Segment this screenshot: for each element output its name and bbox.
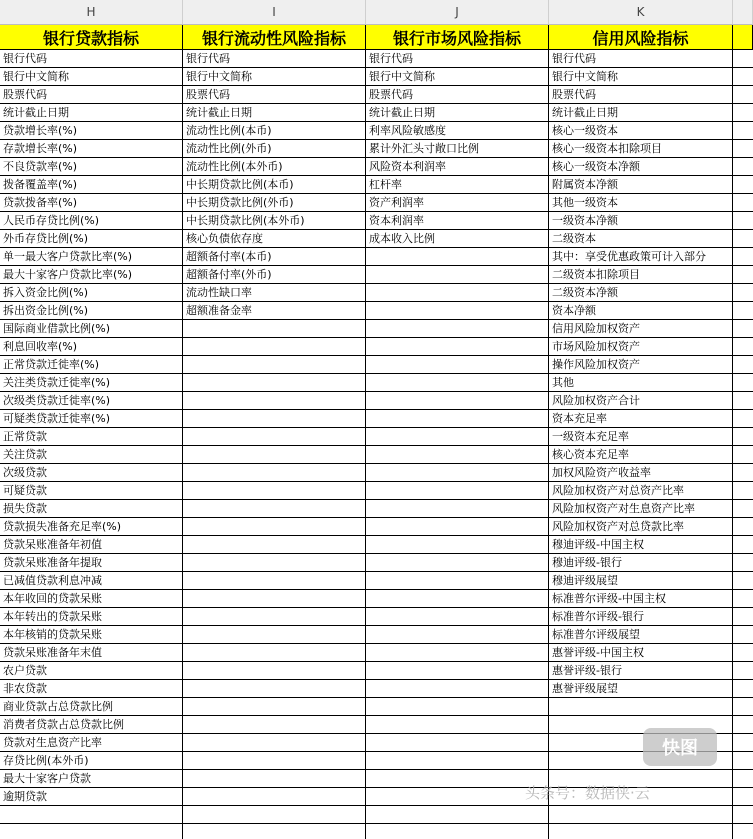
cell-h-27[interactable]: 贷款损失准备充足率(%) [0,518,183,536]
cell-h-6[interactable]: 存款增长率(%) [0,140,183,158]
cell-k-37[interactable] [549,698,733,716]
cell-j-10[interactable]: 资本利润率 [366,212,549,230]
cell-i-43[interactable] [183,806,366,824]
cell-i-5[interactable]: 流动性比例(本币) [183,122,366,140]
cell-k-3[interactable]: 股票代码 [549,86,733,104]
cell-l-35[interactable] [733,662,753,680]
cell-l-28[interactable] [733,536,753,554]
cell-l-17[interactable] [733,338,753,356]
cell-h-7[interactable]: 不良贷款率(%) [0,158,183,176]
cell-i-7[interactable]: 流动性比例(本外币) [183,158,366,176]
cell-l-9[interactable] [733,194,753,212]
cell-l-16[interactable] [733,320,753,338]
cell-k-21[interactable]: 资本充足率 [549,410,733,428]
cell-i-12[interactable]: 超额备付率(本币) [183,248,366,266]
cell-k-25[interactable]: 风险加权资产对总资产比率 [549,482,733,500]
cell-j-27[interactable] [366,518,549,536]
cell-h-19[interactable]: 关注类贷款迁徙率(%) [0,374,183,392]
watermark-logo: 快图 [643,728,717,766]
cell-k-35[interactable]: 惠誉评级-银行 [549,662,733,680]
cell-h-2[interactable]: 银行中文简称 [0,68,183,86]
cell-j-4[interactable]: 统计截止日期 [366,104,549,122]
cell-j-26[interactable] [366,500,549,518]
cell-j-25[interactable] [366,482,549,500]
cell-i-34[interactable] [183,644,366,662]
cell-h-31[interactable]: 本年收回的贷款呆账 [0,590,183,608]
category-header-h[interactable]: 银行贷款指标 [0,25,183,50]
cell-i-9[interactable]: 中长期贷款比例(外币) [183,194,366,212]
cell-j-30[interactable] [366,572,549,590]
cell-j-39[interactable] [366,734,549,752]
cell-l-23[interactable] [733,446,753,464]
cell-j-8[interactable]: 杠杆率 [366,176,549,194]
cell-h-26[interactable]: 损失贷款 [0,500,183,518]
cell-j-24[interactable] [366,464,549,482]
cell-j-40[interactable] [366,752,549,770]
cell-h-41[interactable]: 最大十家客户贷款 [0,770,183,788]
cell-l-44[interactable] [733,824,753,839]
cell-i-8[interactable]: 中长期贷款比例(本币) [183,176,366,194]
cell-h-40[interactable]: 存贷比例(本外币) [0,752,183,770]
cell-k-27[interactable]: 风险加权资产对总贷款比率 [549,518,733,536]
cell-j-15[interactable] [366,302,549,320]
cell-h-32[interactable]: 本年转出的贷款呆账 [0,608,183,626]
cell-j-3[interactable]: 股票代码 [366,86,549,104]
cell-j-12[interactable] [366,248,549,266]
cell-k-13[interactable]: 二级资本扣除项目 [549,266,733,284]
cell-l-40[interactable] [733,752,753,770]
cell-k-18[interactable]: 操作风险加权资产 [549,356,733,374]
cell-l-26[interactable] [733,500,753,518]
cell-j-2[interactable]: 银行中文简称 [366,68,549,86]
cell-l-6[interactable] [733,140,753,158]
cell-i-14[interactable]: 流动性缺口率 [183,284,366,302]
cell-l-5[interactable] [733,122,753,140]
cell-i-40[interactable] [183,752,366,770]
cell-i-2[interactable]: 银行中文简称 [183,68,366,86]
cell-k-19[interactable]: 其他 [549,374,733,392]
cell-h-16[interactable]: 国际商业借款比例(%) [0,320,183,338]
cell-l-7[interactable] [733,158,753,176]
cell-k-6[interactable]: 核心一级资本扣除项目 [549,140,733,158]
category-header-k[interactable]: 信用风险指标 [549,25,733,50]
cell-j-43[interactable] [366,806,549,824]
cell-j-16[interactable] [366,320,549,338]
cell-l-39[interactable] [733,734,753,752]
cell-j-41[interactable] [366,770,549,788]
cell-j-13[interactable] [366,266,549,284]
cell-h-12[interactable]: 单一最大客户贷款比率(%) [0,248,183,266]
cell-h-9[interactable]: 贷款拨备率(%) [0,194,183,212]
cell-l-3[interactable] [733,86,753,104]
cell-i-31[interactable] [183,590,366,608]
cell-l-10[interactable] [733,212,753,230]
cell-j-1[interactable]: 银行代码 [366,50,549,68]
cell-h-29[interactable]: 贷款呆账准备年提取 [0,554,183,572]
cell-k-30[interactable]: 穆迪评级展望 [549,572,733,590]
cell-l-32[interactable] [733,608,753,626]
column-header-l[interactable] [733,0,753,25]
cell-j-34[interactable] [366,644,549,662]
cell-l-8[interactable] [733,176,753,194]
cell-l-14[interactable] [733,284,753,302]
cell-i-27[interactable] [183,518,366,536]
cell-j-17[interactable] [366,338,549,356]
cell-k-26[interactable]: 风险加权资产对生息资产比率 [549,500,733,518]
cell-h-24[interactable]: 次级贷款 [0,464,183,482]
cell-j-42[interactable] [366,788,549,806]
cell-k-38[interactable] [549,716,733,734]
cell-k-15[interactable]: 资本净额 [549,302,733,320]
cell-j-14[interactable] [366,284,549,302]
category-header-i[interactable]: 银行流动性风险指标 [183,25,366,50]
cell-j-7[interactable]: 风险资本利润率 [366,158,549,176]
column-header-j[interactable]: J [366,0,549,25]
cell-i-1[interactable]: 银行代码 [183,50,366,68]
cell-i-36[interactable] [183,680,366,698]
cell-h-25[interactable]: 可疑贷款 [0,482,183,500]
cell-i-33[interactable] [183,626,366,644]
cell-i-29[interactable] [183,554,366,572]
cell-i-16[interactable] [183,320,366,338]
cell-h-44[interactable] [0,824,183,839]
cell-j-9[interactable]: 资产利润率 [366,194,549,212]
cell-h-4[interactable]: 统计截止日期 [0,104,183,122]
cell-j-31[interactable] [366,590,549,608]
cell-i-32[interactable] [183,608,366,626]
cell-k-9[interactable]: 其他一级资本 [549,194,733,212]
cell-j-33[interactable] [366,626,549,644]
cell-i-39[interactable] [183,734,366,752]
cell-h-13[interactable]: 最大十家客户贷款比率(%) [0,266,183,284]
cell-j-11[interactable]: 成本收入比例 [366,230,549,248]
cell-l-30[interactable] [733,572,753,590]
cell-h-20[interactable]: 次级类贷款迁徙率(%) [0,392,183,410]
cell-i-37[interactable] [183,698,366,716]
cell-l-34[interactable] [733,644,753,662]
cell-k-29[interactable]: 穆迪评级-银行 [549,554,733,572]
cell-h-3[interactable]: 股票代码 [0,86,183,104]
cell-l-42[interactable] [733,788,753,806]
cell-i-25[interactable] [183,482,366,500]
cell-h-11[interactable]: 外币存贷比例(%) [0,230,183,248]
cell-k-32[interactable]: 标准普尔评级-银行 [549,608,733,626]
cell-i-38[interactable] [183,716,366,734]
cell-i-4[interactable]: 统计截止日期 [183,104,366,122]
cell-h-35[interactable]: 农户贷款 [0,662,183,680]
cell-i-20[interactable] [183,392,366,410]
cell-k-41[interactable] [549,770,733,788]
cell-j-18[interactable] [366,356,549,374]
cell-i-13[interactable]: 超额备付率(外币) [183,266,366,284]
cell-l-21[interactable] [733,410,753,428]
cell-k-16[interactable]: 信用风险加权资产 [549,320,733,338]
cell-l-19[interactable] [733,374,753,392]
cell-j-21[interactable] [366,410,549,428]
cell-h-38[interactable]: 消费者贷款占总贷款比例 [0,716,183,734]
cell-l-18[interactable] [733,356,753,374]
cell-k-44[interactable] [549,824,733,839]
cell-i-3[interactable]: 股票代码 [183,86,366,104]
cell-k-20[interactable]: 风险加权资产合计 [549,392,733,410]
cell-h-30[interactable]: 已减值贷款利息冲减 [0,572,183,590]
cell-i-21[interactable] [183,410,366,428]
cell-l-24[interactable] [733,464,753,482]
cell-h-15[interactable]: 拆出资金比例(%) [0,302,183,320]
cell-h-33[interactable]: 本年核销的贷款呆账 [0,626,183,644]
cell-k-8[interactable]: 附属资本净额 [549,176,733,194]
cell-i-26[interactable] [183,500,366,518]
cell-i-11[interactable]: 核心负债依存度 [183,230,366,248]
cell-i-6[interactable]: 流动性比例(外币) [183,140,366,158]
cell-l-2[interactable] [733,68,753,86]
cell-k-12[interactable]: 其中：享受优惠政策可计入部分 [549,248,733,266]
cell-h-21[interactable]: 可疑类贷款迁徙率(%) [0,410,183,428]
cell-l-36[interactable] [733,680,753,698]
cell-k-42[interactable] [549,788,733,806]
cell-k-23[interactable]: 核心资本充足率 [549,446,733,464]
cell-k-4[interactable]: 统计截止日期 [549,104,733,122]
cell-j-35[interactable] [366,662,549,680]
cell-l-38[interactable] [733,716,753,734]
cell-i-19[interactable] [183,374,366,392]
cell-l-15[interactable] [733,302,753,320]
cell-l-25[interactable] [733,482,753,500]
cell-l-27[interactable] [733,518,753,536]
cell-k-43[interactable] [549,806,733,824]
cell-l-4[interactable] [733,104,753,122]
cell-k-10[interactable]: 一级资本净额 [549,212,733,230]
cell-l-11[interactable] [733,230,753,248]
cell-l-1[interactable] [733,50,753,68]
cell-h-39[interactable]: 贷款对生息资产比率 [0,734,183,752]
cell-h-37[interactable]: 商业贷款占总贷款比例 [0,698,183,716]
cell-l-12[interactable] [733,248,753,266]
cell-i-15[interactable]: 超额准备金率 [183,302,366,320]
cell-h-22[interactable]: 正常贷款 [0,428,183,446]
column-header-i[interactable]: I [183,0,366,25]
cell-i-30[interactable] [183,572,366,590]
cell-j-44[interactable] [366,824,549,839]
category-header-l[interactable] [733,25,753,50]
cell-i-41[interactable] [183,770,366,788]
cell-h-34[interactable]: 贷款呆账准备年末值 [0,644,183,662]
cell-j-37[interactable] [366,698,549,716]
cell-i-44[interactable] [183,824,366,839]
cell-j-29[interactable] [366,554,549,572]
cell-h-8[interactable]: 拨备覆盖率(%) [0,176,183,194]
cell-k-22[interactable]: 一级资本充足率 [549,428,733,446]
cell-l-33[interactable] [733,626,753,644]
cell-j-32[interactable] [366,608,549,626]
cell-i-22[interactable] [183,428,366,446]
cell-k-17[interactable]: 市场风险加权资产 [549,338,733,356]
cell-h-1[interactable]: 银行代码 [0,50,183,68]
cell-i-28[interactable] [183,536,366,554]
cell-k-11[interactable]: 二级资本 [549,230,733,248]
cell-j-6[interactable]: 累计外汇头寸敞口比例 [366,140,549,158]
cell-l-37[interactable] [733,698,753,716]
cell-j-36[interactable] [366,680,549,698]
cell-k-2[interactable]: 银行中文简称 [549,68,733,86]
cell-j-22[interactable] [366,428,549,446]
watermark-text: 头条号：数据侠·云 [525,784,650,802]
cell-k-24[interactable]: 加权风险资产收益率 [549,464,733,482]
cell-k-33[interactable]: 标准普尔评级展望 [549,626,733,644]
cell-l-43[interactable] [733,806,753,824]
cell-k-40[interactable] [549,752,733,770]
cell-h-43[interactable] [0,806,183,824]
cell-h-23[interactable]: 关注贷款 [0,446,183,464]
cell-l-22[interactable] [733,428,753,446]
cell-k-34[interactable]: 惠誉评级-中国主权 [549,644,733,662]
cell-h-14[interactable]: 拆入资金比例(%) [0,284,183,302]
cell-i-17[interactable] [183,338,366,356]
cell-j-19[interactable] [366,374,549,392]
cell-j-5[interactable]: 利率风险敏感度 [366,122,549,140]
cell-h-28[interactable]: 贷款呆账准备年初值 [0,536,183,554]
cell-l-13[interactable] [733,266,753,284]
cell-l-20[interactable] [733,392,753,410]
cell-h-42[interactable]: 逾期贷款 [0,788,183,806]
column-header-k[interactable]: K [549,0,733,25]
cell-l-31[interactable] [733,590,753,608]
cell-h-5[interactable]: 贷款增长率(%) [0,122,183,140]
column-header-h[interactable]: H [0,0,183,25]
cell-i-42[interactable] [183,788,366,806]
cell-h-17[interactable]: 利息回收率(%) [0,338,183,356]
cell-i-24[interactable] [183,464,366,482]
cell-k-28[interactable]: 穆迪评级-中国主权 [549,536,733,554]
cell-i-18[interactable] [183,356,366,374]
cell-k-14[interactable]: 二级资本净额 [549,284,733,302]
cell-i-23[interactable] [183,446,366,464]
cell-i-10[interactable]: 中长期贷款比例(本外币) [183,212,366,230]
cell-k-36[interactable]: 惠誉评级展望 [549,680,733,698]
cell-k-1[interactable]: 银行代码 [549,50,733,68]
cell-j-38[interactable] [366,716,549,734]
cell-l-41[interactable] [733,770,753,788]
cell-j-23[interactable] [366,446,549,464]
cell-i-35[interactable] [183,662,366,680]
cell-j-28[interactable] [366,536,549,554]
cell-k-7[interactable]: 核心一级资本净额 [549,158,733,176]
cell-k-5[interactable]: 核心一级资本 [549,122,733,140]
cell-k-31[interactable]: 标准普尔评级-中国主权 [549,590,733,608]
cell-k-39[interactable] [549,734,733,752]
cell-l-29[interactable] [733,554,753,572]
cell-h-10[interactable]: 人民币存贷比例(%) [0,212,183,230]
cell-j-20[interactable] [366,392,549,410]
cell-h-36[interactable]: 非农贷款 [0,680,183,698]
cell-h-18[interactable]: 正常贷款迁徙率(%) [0,356,183,374]
category-header-j[interactable]: 银行市场风险指标 [366,25,549,50]
